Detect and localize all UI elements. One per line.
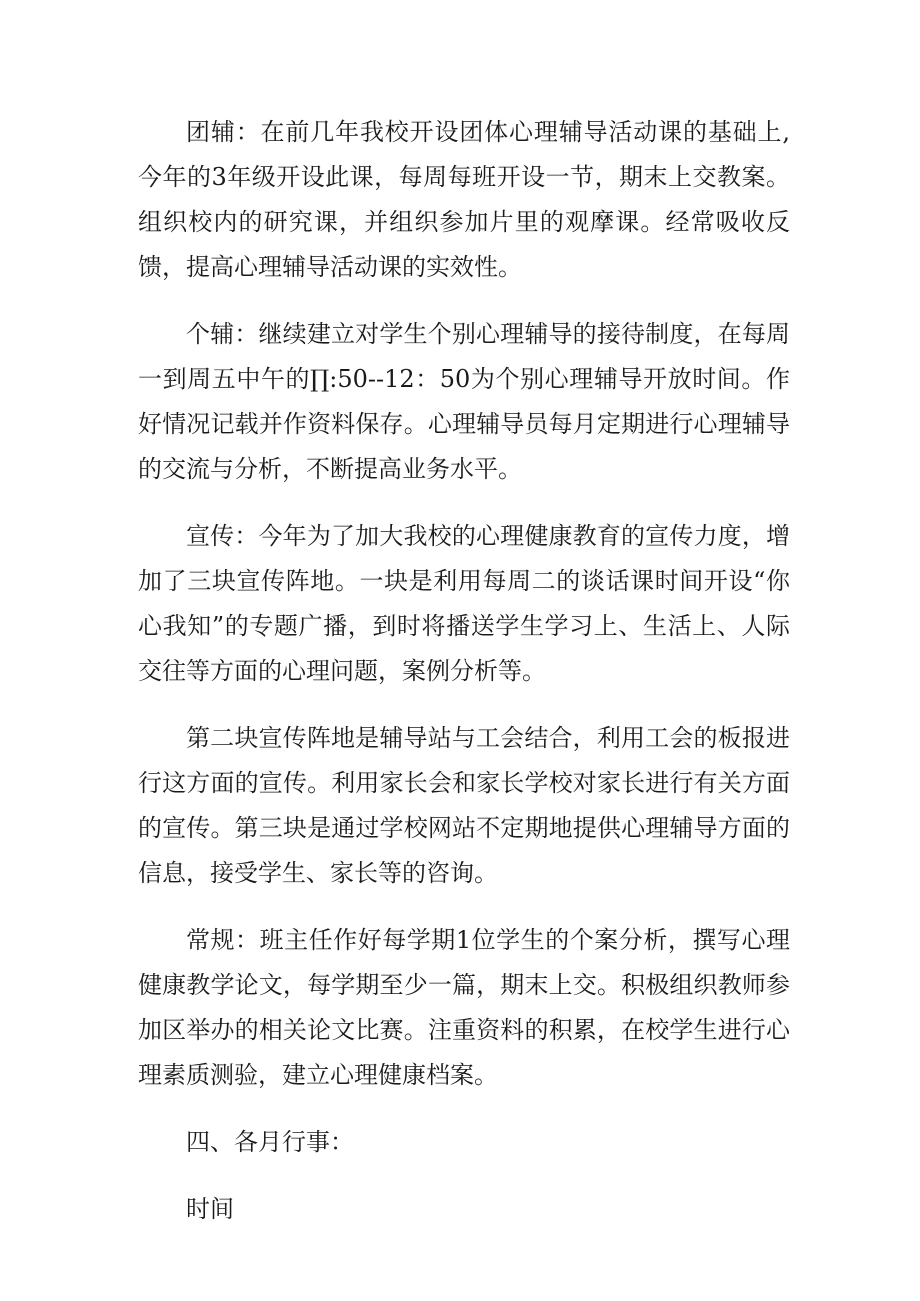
paragraph-publicity: 宣传：今年为了加大我校的心理健康教育的宣传力度，增加了三块宣传阵地。一块是利用每周二的谈话课时间开设“你心我知”的专题广播，到时将播送学生学习上、生活上、人际交往等方面的心理问题，案例分析等。 [138,522,790,685]
section-heading-monthly-events: 四、各月行事： [186,1128,354,1156]
paragraph-group-counseling: 团辅：在前几年我校开设团体心理辅导活动课的基础上,今年的3年级开设此课，每周每班开设一节，期末上交教案。组织校内的研究课，并组织参加片里的观摩课。经常吸收反馈，提高心理辅导活动课的实效性。 [138,118,790,281]
paragraph-individual-counseling: 个辅：继续建立对学生个别心理辅导的接待制度，在每周一到周五中午的∏:50--12：50为个别心理辅导开放时间。作好情况记载并作资料保存。心理辅导员每月定期进行心理辅导的交流与分析，不断提高业务水平。 [138,320,790,483]
paragraph-routine: 常规：班主任作好每学期1位学生的个案分析，撰写心理健康教学论文，每学期至少一篇，期末上交。积极组织教师参加区举办的相关论文比赛。注重资料的积累，在校学生进行心理素质测验，建立心理健康档案。 [138,926,790,1089]
document-body [138,110,790,1254]
paragraph-time: 时间 [186,1195,234,1223]
paragraph-second-publicity: 第二块宣传阵地是辅导站与工会结合，利用工会的板报进行这方面的宣传。利用家长会和家长学校对家长进行有关方面的宣传。第三块是通过学校网站不定期地提供心理辅导方面的信息，接受学生、家长等的咨询。 [138,724,790,887]
